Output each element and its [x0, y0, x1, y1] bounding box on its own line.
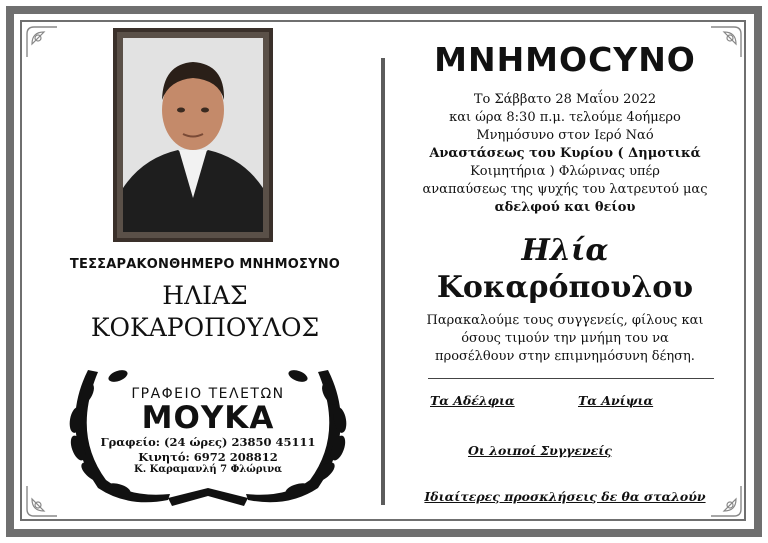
column-divider — [381, 58, 385, 505]
service-text-line: Το Σάββατο 28 Μαΐου 2022 — [473, 92, 657, 107]
portrait-photo — [123, 38, 263, 232]
funeral-home-address: Κ. Καραμανλή 7 Φλώρινα — [134, 464, 282, 475]
service-text-line: Αναστάσεως του Κυρίου ( Δημοτικά — [429, 146, 701, 161]
service-text-line: Μνημόσυνο στον Ιερό Ναό — [476, 128, 654, 143]
invitation-text-line: όσους τιμούν την μνήμη του να — [461, 331, 669, 346]
portrait-frame — [113, 28, 273, 242]
funeral-home-tagline: ΓΡΑΦΕΙΟ ΤΕΛΕΤΩΝ — [131, 386, 285, 402]
separator-line — [428, 378, 714, 379]
deceased-last-name: ΚΟΚΑΡΟΠΟΥΛΟΣ — [90, 313, 320, 342]
service-text-line: και ώρα 8:30 π.μ. τελούμε 4οήμερο — [449, 110, 681, 125]
memorial-name-last: Κοκαρόπουλου — [436, 270, 694, 305]
funeral-home-office-phone: Γραφείο: (24 ώρες) 23850 45111 — [100, 435, 316, 449]
memorial-name-first: Ηλία — [521, 233, 609, 268]
memorial-title: ΜΝΗΜΟCΥΝΟ — [434, 40, 696, 79]
deceased-first-name: ΗΛΙΑΣ — [162, 281, 248, 310]
service-text-line: Κοιμητήρια ) Φλώρινας υπέρ — [470, 164, 660, 179]
portrait-silhouette-icon — [123, 38, 263, 232]
signature-siblings: Τα Αδέλφια — [430, 393, 515, 408]
footer-note: Ιδιαίτερες προσκλήσεις δε θα σταλούν — [424, 489, 706, 504]
service-text-line: αναπαύσεως της ψυχής του λατρευτού μας — [422, 182, 708, 197]
signature-relatives: Οι λοιποί Συγγενείς — [468, 443, 612, 458]
left-heading: ΤΕΣΣΑΡΑΚΟΝΘΗΜΕΡΟ ΜΝΗΜΟΣΥΝΟ — [69, 257, 341, 272]
funeral-home-name: ΜΟΥΚΑ — [141, 400, 275, 436]
corner-ornament-icon — [24, 483, 60, 519]
signature-nieces: Τα Ανίψια — [578, 393, 654, 408]
invitation-text-line: Παρακαλούμε τους συγγενείς, φίλους και — [426, 313, 704, 328]
funeral-home-mobile-phone: Κινητό: 6972 208812 — [138, 450, 278, 464]
service-text-line: αδελφού και θείου — [494, 200, 636, 215]
invitation-text-line: προσέλθουν στην επιμνημόσυνη δέηση. — [435, 349, 695, 364]
corner-ornament-icon — [24, 24, 60, 60]
